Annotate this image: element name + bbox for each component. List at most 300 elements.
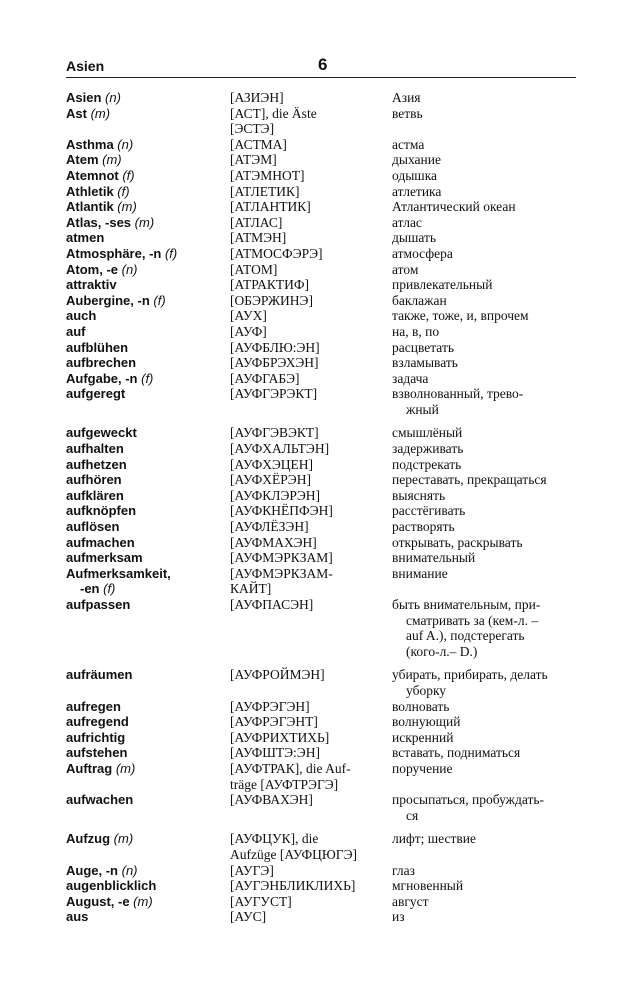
headword (66, 262, 230, 278)
headword (66, 831, 230, 862)
transcription-line: [АУФКЛЭРЭН] (230, 487, 321, 503)
dictionary-entry (66, 106, 586, 137)
dictionary-entry (66, 386, 586, 417)
transcription (230, 324, 392, 340)
gender-label: (f) (113, 183, 130, 199)
gender-label: (m) (113, 199, 137, 215)
headword-text: aufhetzen (66, 456, 127, 472)
transcription (230, 909, 392, 925)
dictionary-entry (66, 355, 586, 371)
transcription-line: [АУГЭНБЛИКЛИХЬ] (230, 878, 356, 894)
headword-text: aufbrechen (66, 355, 137, 371)
translation (392, 519, 587, 535)
translation-line: открывать, раскрывать (392, 534, 523, 550)
header-word: Asien (66, 58, 105, 74)
transcription (230, 199, 392, 215)
translation-line: Азия (392, 90, 421, 105)
translation-line: август (392, 893, 429, 909)
headword (66, 699, 230, 715)
transcription (230, 730, 392, 746)
headword (66, 503, 230, 519)
translation-line: волнующий (392, 714, 461, 730)
transcription (230, 745, 392, 761)
transcription-line: [АУФРОЙМЭН] (230, 667, 325, 683)
headword-text: Aufgabe, -n (66, 370, 138, 386)
translation (392, 730, 587, 746)
headword (66, 550, 230, 566)
transcription-line: [АУФХЭЦЕН] (230, 456, 314, 472)
translation-line: лифт; шествие (392, 831, 476, 847)
headword-text: auflösen (66, 519, 120, 535)
translation (392, 792, 587, 823)
transcription (230, 371, 392, 387)
gender-label: (m) (86, 105, 111, 121)
dictionary-entry (66, 535, 586, 551)
transcription (230, 519, 392, 535)
dictionary-entry (66, 246, 586, 262)
transcription (230, 340, 392, 356)
headword-text: Atmosphäre, -n (66, 245, 162, 261)
transcription-line: [АТОМ] (230, 261, 278, 277)
headword-text: attraktiv (66, 277, 117, 293)
transcription-line: [АТРАКТИФ] (230, 277, 309, 293)
translation-line: астма (392, 136, 425, 152)
headword-text: Aufzug (66, 831, 111, 847)
translation (392, 262, 587, 278)
translation-line: из (392, 909, 405, 925)
translation (392, 894, 587, 910)
transcription-line: [АУФ] (230, 323, 267, 339)
transcription-line: [АТЛЕТИК] (230, 183, 300, 199)
headword-text: Atem (66, 152, 99, 168)
headword (66, 488, 230, 504)
headword-text: auch (66, 308, 97, 324)
headword (66, 519, 230, 535)
translation-line: мгновенный (392, 878, 464, 894)
headword (66, 535, 230, 551)
gender-label: (m) (129, 893, 153, 909)
transcription-line: [АУФРЭГЭНТ] (230, 714, 318, 730)
transcription (230, 137, 392, 153)
headword (66, 137, 230, 153)
headword (66, 308, 230, 324)
transcription (230, 425, 392, 441)
translation-line: также, тоже, и, впрочем (392, 308, 529, 324)
gender-label: (m) (112, 760, 136, 776)
translation (392, 863, 587, 879)
dictionary-entry (66, 168, 586, 184)
dictionary-entry (66, 90, 586, 106)
translation-line: переставать, прекращаться (392, 472, 547, 488)
transcription (230, 184, 392, 200)
dictionary-entry (66, 293, 586, 309)
transcription-line: [АУФВАХЭН] (230, 792, 313, 808)
headword (66, 293, 230, 309)
translation (392, 667, 587, 698)
translation-line: атмосфера (392, 245, 453, 261)
headword (66, 745, 230, 761)
translation-line: дыхание (392, 152, 441, 168)
headword (66, 230, 230, 246)
transcription-line: [АЗИЭН] (230, 90, 284, 105)
transcription (230, 152, 392, 168)
headword (66, 909, 230, 925)
dictionary-entry (66, 262, 586, 278)
translation (392, 441, 587, 457)
headword (66, 878, 230, 894)
transcription-line: [АУФХЁРЭН] (230, 472, 311, 488)
headword-text: Atom, -e (66, 261, 118, 277)
headword (66, 90, 230, 106)
headword (66, 168, 230, 184)
headword (66, 863, 230, 879)
translation (392, 745, 587, 761)
translation (392, 277, 587, 293)
headword-text: Athletik (66, 183, 114, 199)
translation-line: ветвь (392, 105, 423, 121)
headword-text: aufgeregt (66, 386, 126, 402)
dictionary-entry (66, 730, 586, 746)
translation (392, 293, 587, 309)
transcription (230, 761, 392, 792)
transcription-line: [АУФТРАК], die Auf- (230, 760, 351, 776)
translation-line: (кого-л.– D.) (406, 643, 478, 659)
headword-text: atmen (66, 230, 105, 246)
transcription-line: [АУФГЭРЭКТ] (230, 386, 318, 402)
dictionary-entry (66, 199, 586, 215)
transcription (230, 230, 392, 246)
headword-text: auf (66, 323, 86, 339)
headword (66, 761, 230, 792)
transcription (230, 550, 392, 566)
dictionary-entry (66, 441, 586, 457)
translation-line: auf A.), подстерегать (406, 628, 525, 644)
headword (66, 215, 230, 231)
translation-line: уборку (406, 682, 447, 698)
transcription-line: [АТЭМНОТ] (230, 167, 305, 183)
dictionary-list (66, 90, 586, 925)
translation (392, 831, 587, 862)
headword (66, 730, 230, 746)
headword-text: aufgeweckt (66, 425, 137, 441)
translation (392, 199, 587, 215)
dictionary-entry (66, 667, 586, 698)
dictionary-entry (66, 745, 586, 761)
headword (66, 152, 230, 168)
translation-line: Атлантический океан (392, 199, 516, 215)
headword-text: Atemnot (66, 167, 119, 183)
dictionary-entry (66, 230, 586, 246)
transcription-line: [АТЛАС] (230, 214, 283, 230)
translation (392, 909, 587, 925)
translation (392, 425, 587, 441)
transcription-line: träge [АУФТРЭГЭ] (230, 776, 339, 792)
translation-line: расстёгивать (392, 503, 466, 519)
dictionary-entry (66, 371, 586, 387)
translation-line: ся (406, 807, 419, 823)
transcription-line: [АУФБЛЮ:ЭН] (230, 339, 320, 355)
headword-text: aufwachen (66, 792, 134, 808)
headword-text: aufräumen (66, 667, 133, 683)
gender-label: (f) (99, 581, 116, 597)
transcription-line: [АУФПАСЭН] (230, 597, 314, 612)
translation (392, 230, 587, 246)
translation-line: вставать, подниматься (392, 745, 521, 761)
translation (392, 106, 587, 137)
transcription (230, 457, 392, 473)
translation (392, 503, 587, 519)
headword-text: aufmachen (66, 534, 135, 550)
transcription (230, 355, 392, 371)
headword-text: August, -e (66, 893, 130, 909)
dictionary-entry (66, 878, 586, 894)
translation-line: жный (406, 401, 439, 417)
dictionary-entry (66, 714, 586, 730)
headword (66, 324, 230, 340)
gender-label: (n) (118, 862, 138, 878)
transcription-line: [АСТ], die Äste (230, 105, 317, 121)
translation (392, 488, 587, 504)
translation (392, 878, 587, 894)
transcription (230, 472, 392, 488)
headword (66, 597, 230, 659)
translation-line: просыпаться, пробуждать- (392, 792, 545, 808)
translation-line: задача (392, 370, 429, 386)
headword-text: Asthma (66, 136, 114, 152)
transcription (230, 863, 392, 879)
transcription-line: [АУФМЭРКЗАМ- (230, 565, 333, 581)
gender-label: (f) (161, 245, 178, 261)
translation (392, 699, 587, 715)
transcription-line: [АУС] (230, 909, 267, 925)
headword (66, 184, 230, 200)
headword (66, 106, 230, 137)
transcription-line: [АУФГАБЭ] (230, 370, 300, 386)
translation (392, 714, 587, 730)
translation (392, 457, 587, 473)
translation (392, 371, 587, 387)
translation-line: волновать (392, 698, 450, 714)
headword-text: Atlantik (66, 199, 114, 215)
running-header (66, 55, 576, 78)
headword-text: aufhalten (66, 441, 124, 457)
dictionary-entry (66, 277, 586, 293)
translation-line: убирать, прибирать, делать (392, 667, 548, 683)
translation (392, 324, 587, 340)
translation-line: поручение (392, 760, 453, 776)
headword-text: aufklären (66, 487, 124, 503)
gender-label: (m) (98, 152, 122, 168)
transcription (230, 792, 392, 823)
headword (66, 277, 230, 293)
headword (66, 371, 230, 387)
translation-line: выяснять (392, 487, 446, 503)
translation-line: искренний (392, 729, 454, 745)
translation-line: атлетика (392, 183, 442, 199)
headword-text: Ast (66, 105, 87, 121)
headword-text: aufblühen (66, 339, 129, 355)
transcription-line: [АТЛАНТИК] (230, 199, 311, 215)
translation-line: баклажан (392, 292, 447, 308)
transcription-line: Aufzüge [АУФЦЮГЭ] (230, 846, 357, 862)
dictionary-entry (66, 340, 586, 356)
page-number: 6 (318, 55, 328, 74)
transcription (230, 215, 392, 231)
translation (392, 550, 587, 566)
transcription-line: [АУФШТЭ:ЭН] (230, 745, 320, 761)
translation-line: привлекательный (392, 277, 493, 293)
translation-line: подстрекать (392, 456, 462, 472)
headword-text: aufknöpfen (66, 503, 137, 519)
dictionary-entry (66, 457, 586, 473)
translation-line: сматривать за (кем-л. – (406, 612, 539, 628)
transcription-line: [АУФРИХТИХЬ] (230, 729, 330, 745)
dictionary-entry (66, 909, 586, 925)
translation (392, 308, 587, 324)
translation-line: на, в, по (392, 323, 440, 339)
translation-line: расцветать (392, 339, 455, 355)
headword-plural: -en (80, 581, 100, 597)
translation (392, 566, 587, 597)
translation (392, 597, 587, 659)
transcription (230, 308, 392, 324)
translation (392, 90, 587, 106)
gender-label: (n) (113, 136, 134, 152)
dictionary-entry (66, 761, 586, 792)
translation-line: одышка (392, 167, 438, 183)
headword (66, 425, 230, 441)
transcription-line: [АУФЦУК], die (230, 831, 319, 847)
transcription (230, 106, 392, 137)
dictionary-entry (66, 425, 586, 441)
headword (66, 246, 230, 262)
gender-label: (m) (131, 214, 155, 230)
transcription-line: [АУФГЭВЭКТ] (230, 425, 319, 441)
transcription (230, 878, 392, 894)
headword-text: augenblicklich (66, 878, 157, 894)
transcription-line: [АУФМАХЭН] (230, 534, 317, 550)
translation-line: дышать (392, 230, 437, 246)
gender-label: (f) (149, 292, 166, 308)
headword-text: Auge, -n (66, 862, 118, 878)
transcription-line: [АТМЭН] (230, 230, 287, 246)
headword-text: aufhören (66, 472, 122, 488)
dictionary-entry (66, 215, 586, 231)
transcription (230, 566, 392, 597)
transcription (230, 535, 392, 551)
dictionary-entry (66, 894, 586, 910)
transcription-line: [АУФКНЁПФЭН] (230, 503, 333, 519)
gender-label: (m) (110, 831, 134, 847)
transcription-line: [АУФХАЛЬТЭН] (230, 441, 330, 457)
headword-text: Aubergine, -n (66, 292, 150, 308)
translation (392, 535, 587, 551)
translation (392, 761, 587, 792)
translation (392, 215, 587, 231)
transcription-line: КАЙТ] (230, 581, 272, 597)
translation (392, 168, 587, 184)
transcription (230, 831, 392, 862)
transcription-line: [АТЭМ] (230, 152, 277, 168)
translation (392, 152, 587, 168)
translation-line: смышлёный (392, 425, 463, 441)
translation-line: глаз (392, 862, 415, 878)
translation-line: взламывать (392, 355, 458, 371)
translation-line: быть внимательным, при- (392, 597, 541, 612)
translation-line: взволнованный, трево- (392, 386, 524, 402)
gender-label: (n) (101, 90, 121, 105)
transcription (230, 90, 392, 106)
headword (66, 340, 230, 356)
transcription-line: [ОБЭРЖИНЭ] (230, 292, 313, 308)
transcription (230, 714, 392, 730)
translation (392, 340, 587, 356)
dictionary-entry (66, 137, 586, 153)
dictionary-entry (66, 324, 586, 340)
transcription (230, 262, 392, 278)
headword (66, 457, 230, 473)
headword (66, 667, 230, 698)
transcription (230, 699, 392, 715)
transcription (230, 894, 392, 910)
transcription-line: [АУФЛЁЗЭН] (230, 519, 309, 535)
headword (66, 714, 230, 730)
translation-line: растворять (392, 519, 455, 535)
dictionary-entry (66, 503, 586, 519)
dictionary-entry (66, 152, 586, 168)
transcription-line: [АУХ] (230, 308, 267, 324)
transcription-line: [АУФМЭРКЗАМ] (230, 550, 333, 566)
dictionary-entry (66, 566, 586, 597)
translation-line: задерживать (392, 441, 464, 457)
headword-text: aufmerksam (66, 550, 143, 566)
dictionary-entry (66, 792, 586, 823)
headword-text: aufstehen (66, 745, 128, 761)
headword-text: aufrichtig (66, 729, 126, 745)
headword-text: aufregend (66, 714, 129, 730)
headword-text: Auftrag (66, 760, 113, 776)
headword (66, 472, 230, 488)
transcription-line: [АУФРЭГЭН] (230, 698, 310, 714)
dictionary-entry (66, 184, 586, 200)
dictionary-entry (66, 519, 586, 535)
translation-line: внимательный (392, 550, 476, 566)
transcription (230, 277, 392, 293)
translation (392, 246, 587, 262)
dictionary-entry (66, 488, 586, 504)
dictionary-entry (66, 597, 586, 659)
headword-text: Asien (66, 90, 102, 105)
translation-line: атлас (392, 214, 422, 230)
headword (66, 386, 230, 417)
dictionary-entry (66, 699, 586, 715)
transcription (230, 246, 392, 262)
transcription (230, 597, 392, 659)
gender-label: (n) (118, 261, 138, 277)
transcription-line: [ЭСТЭ] (230, 121, 275, 137)
transcription-line: [АСТМА] (230, 136, 287, 152)
transcription (230, 441, 392, 457)
header-rule (66, 77, 576, 78)
translation (392, 355, 587, 371)
transcription (230, 667, 392, 698)
headword-text: aus (66, 909, 89, 925)
translation (392, 472, 587, 488)
translation-line: атом (392, 261, 419, 277)
headword (66, 441, 230, 457)
headword-text: Atlas, -ses (66, 214, 132, 230)
gender-label: (f) (137, 370, 154, 386)
